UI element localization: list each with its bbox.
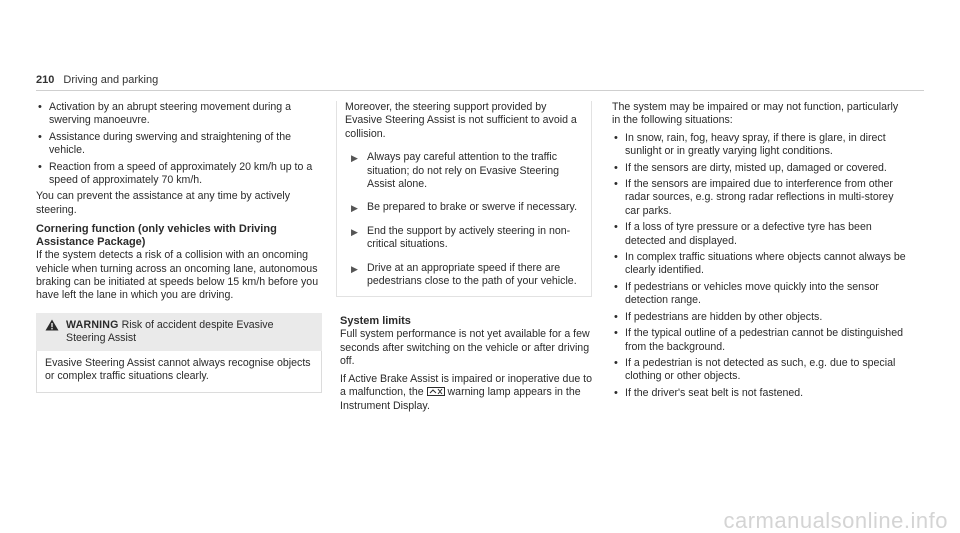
list-item: • If the typical outline of a pedestrian cannot be distinguished from the background. (612, 327, 908, 354)
step-item: ▶ Always pay careful attention to the traffic situation; do not rely on Evasive Steering Assist alone. (351, 151, 559, 191)
list-item: • If pedestrians or vehicles move quickly into the sensor detection range. (612, 281, 908, 308)
list-item: • Activation by an abrupt steering movement during a swerving manoeuvre. (36, 101, 326, 128)
list-item: • If the driver's seat belt is not fastened. (612, 387, 908, 400)
column-1 (36, 101, 326, 393)
arrow-right-icon: ▶ (351, 203, 358, 214)
limits-intro: The system may be impaired or may not function, particularly in the following situations: (612, 101, 899, 127)
limitations-list (612, 132, 908, 400)
instruction-steps (345, 151, 583, 288)
list-item: • If the sensors are impaired due to interference from other radar sources, e.g. strong radar reflections in multi-storey car parks. (612, 178, 908, 218)
warning-box (36, 313, 322, 393)
system-limits-text: Full system performance is not yet available for a few seconds after switching on the vehicle or after driving off. (340, 328, 590, 368)
column-3 (612, 101, 908, 403)
column-2 (340, 101, 596, 417)
list-item: • If a loss of tyre pressure or a defective tyre has been detected and displayed. (612, 221, 908, 248)
list-item: • In snow, rain, fog, heavy spray, if there is glare, in direct sunlight or in greatly varying light conditions. (612, 132, 908, 159)
section-title: Driving and parking (63, 74, 159, 86)
warning-intro: Moreover, the steering support provided by Evasive Steering Assist is not sufficient to avoid a collision. (345, 101, 577, 140)
prevent-assistance-text: You can prevent the assistance at any time by actively steering. (36, 190, 291, 216)
warning-header (36, 313, 322, 351)
page-header (36, 74, 158, 87)
arrow-right-icon: ▶ (351, 226, 358, 237)
step-item: ▶ End the support by actively steering in non-critical situations. (351, 224, 571, 251)
warning-continuation-box (336, 101, 592, 297)
arrow-right-icon: ▶ (351, 263, 358, 274)
step-item: ▶ Be prepared to brake or swerve if necessary. (345, 201, 583, 214)
header-divider (36, 90, 924, 91)
warning-triangle-icon (45, 319, 59, 335)
list-item: • Reaction from a speed of approximately 20 km/h up to a speed of approximately 70 km/h. (36, 161, 326, 188)
list-item: • If the sensors are dirty, misted up, damaged or covered. (612, 162, 908, 175)
arrow-right-icon: ▶ (351, 153, 358, 164)
warning-body: Evasive Steering Assist cannot always recognise objects or complex traffic situations clearly. (36, 351, 322, 393)
warning-title: Risk of accident despite Evasive Steering Assist (66, 318, 274, 345)
cornering-heading: Cornering function (only vehicles with Driving Assistance Package) (36, 223, 277, 249)
cornering-text: If the system detects a risk of a collision with an oncoming vehicle when turning across an oncoming lane, autonomous braking can be initiated at speeds below 15 km/h before you have left the lane in which you are driving. (36, 249, 319, 302)
activation-list (36, 101, 326, 187)
page-number: 210 (36, 74, 55, 86)
system-limits-heading: System limits (340, 315, 411, 328)
list-item: • In complex traffic situations where objects cannot always be clearly identified. (612, 251, 908, 278)
malfunction-text: If Active Brake Assist is impaired or inoperative due to a malfunction, the warning lamp appears in the Instrument Display. (340, 372, 593, 412)
list-item: • Assistance during swerving and straightening of the vehicle. (36, 131, 326, 158)
list-item: • If pedestrians are hidden by other objects. (612, 311, 908, 324)
list-item: • If a pedestrian is not detected as such, e.g. due to special clothing or other objects. (612, 357, 908, 384)
step-item: ▶ Drive at an appropriate speed if there are pedestrians close to the path of your vehicle. (351, 261, 577, 288)
warning-label: WARNING (66, 318, 119, 331)
collision-warning-lamp-icon (427, 387, 445, 396)
watermark: carmanualsonline.info (723, 507, 948, 533)
